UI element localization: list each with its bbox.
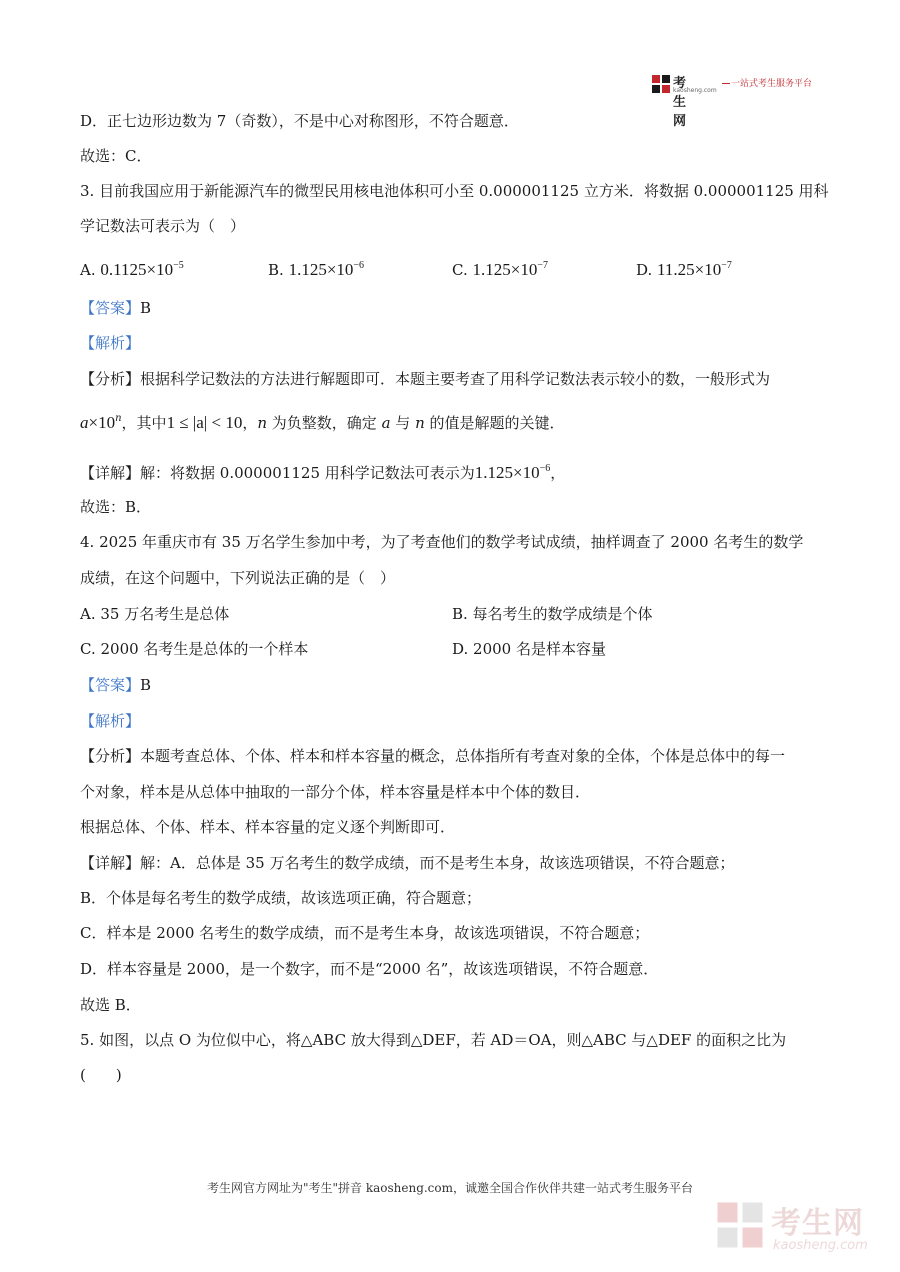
kaosheng-logo-icon xyxy=(651,74,671,94)
watermark xyxy=(715,1198,885,1258)
q4-analysis-line3: 根据总体、个体、样本、样本容量的定义逐个判断即可． xyxy=(80,818,456,836)
q3-analysis-text: 【分析】根据科学记数法的方法进行解题即可．本题主要考查了用科学记数法表示较小的数，一般形式为 xyxy=(80,370,771,388)
watermark-name: 考生网 xyxy=(771,1206,864,1241)
logo-name: 考生网 xyxy=(673,76,687,129)
q4-option-a: A. 35 万名考生是总体 xyxy=(80,605,230,623)
q4-stem-line2: 成绩，在这个问题中，下列说法正确的是（ ） xyxy=(80,569,396,587)
q5-stem-line1: 5. 如图，以点 O 为位似中心，将△ABC 放大得到△DEF，若 AD＝OA，则△ABC 与△DEF 的面积之比为 xyxy=(80,1031,787,1049)
q3-analysis-heading: 【解析】 xyxy=(80,334,141,352)
q3-option-b: B. $1.125\times 10^{-6}$ xyxy=(268,260,365,279)
q4-detail-b: B．个体是每名考生的数学成绩，故该选项正确，符合题意； xyxy=(80,889,482,907)
q3-option-a: A. $0.1125\times 10^{-5}$ xyxy=(80,260,184,279)
q4-analysis-text: 【分析】本题考查总体、个体、样本和样本容量的概念，总体指所有考查对象的全体，个体是总体中的每一 xyxy=(80,747,786,765)
q3-option-d: D. $11.25\times 10^{-7}$ xyxy=(636,260,732,279)
logo-url: kaosheng.com xyxy=(673,87,717,94)
q4-detail-c: C．样本是 2000 名考生的数学成绩，而不是考生本身，故该选项错误，不符合题意； xyxy=(80,924,650,942)
page-footer: 考生网官方网址为"考生"拼音 kaosheng.com，诚邀全国合作伙伴共建一站式考生服务平台 xyxy=(206,1181,694,1195)
q2-option-d-explanation: D．正七边形边数为 7（奇数），不是中心对称图形，不符合题意． xyxy=(80,112,519,130)
q5-stem-line2: ( ) xyxy=(80,1066,122,1084)
q4-analysis-heading: 【解析】 xyxy=(80,712,141,730)
q4-detail-d: D．样本容量是 2000，是一个数字，而不是“2000 名”，故该选项错误，不符合题意． xyxy=(80,960,659,978)
q3-stem-line2: 学记数法可表示为（ ） xyxy=(80,217,246,235)
q3-conclusion: 故选：B． xyxy=(80,498,152,516)
q4-option-c: C. 2000 名考生是总体的一个样本 xyxy=(80,640,309,658)
q4-analysis-line2: 个对象，样本是从总体中抽取的一部分个体，样本容量是样本中个体的数目． xyxy=(80,783,591,801)
watermark-logo-icon xyxy=(715,1200,765,1250)
q4-stem-line1: 4. 2025 年重庆市有 35 万名学生参加中考，为了考查他们的数学考试成绩，抽样调查了 2000 名考生的数学 xyxy=(80,533,804,551)
q3-detail: 【详解】解：将数据 0.000001125 用科学记数法可表示为$1.125\times 10^{-6}$， xyxy=(80,463,566,482)
watermark-url: kaosheng.com xyxy=(773,1238,868,1253)
q3-analysis-formula-line: $a\times 10^n$，其中1 ≤ |a| < 10，n 为负整数，确定 a 与 n 的值是解题的关键． xyxy=(80,413,565,432)
q3-answer: 【答案】B xyxy=(80,299,152,317)
logo-divider xyxy=(722,83,730,84)
logo-slogan: 一站式考生服务平台 xyxy=(731,79,813,89)
q4-option-b: B. 每名考生的数学成绩是个体 xyxy=(452,605,653,623)
q4-detail: 【详解】解：A．总体是 35 万名考生的数学成绩，而不是考生本身，故该选项错误，不符合题意； xyxy=(80,854,735,872)
q4-answer: 【答案】B xyxy=(80,676,152,694)
q3-stem-line1: 3. 目前我国应用于新能源汽车的微型民用核电池体积可小至 0.000001125 立方米．将数据 0.000001125 用科 xyxy=(80,182,829,200)
q4-conclusion: 故选 B． xyxy=(80,996,141,1014)
q3-option-c: C. $1.125\times 10^{-7}$ xyxy=(452,260,548,279)
q4-option-d: D. 2000 名是样本容量 xyxy=(452,640,606,658)
q2-conclusion: 故选：C． xyxy=(80,147,152,165)
